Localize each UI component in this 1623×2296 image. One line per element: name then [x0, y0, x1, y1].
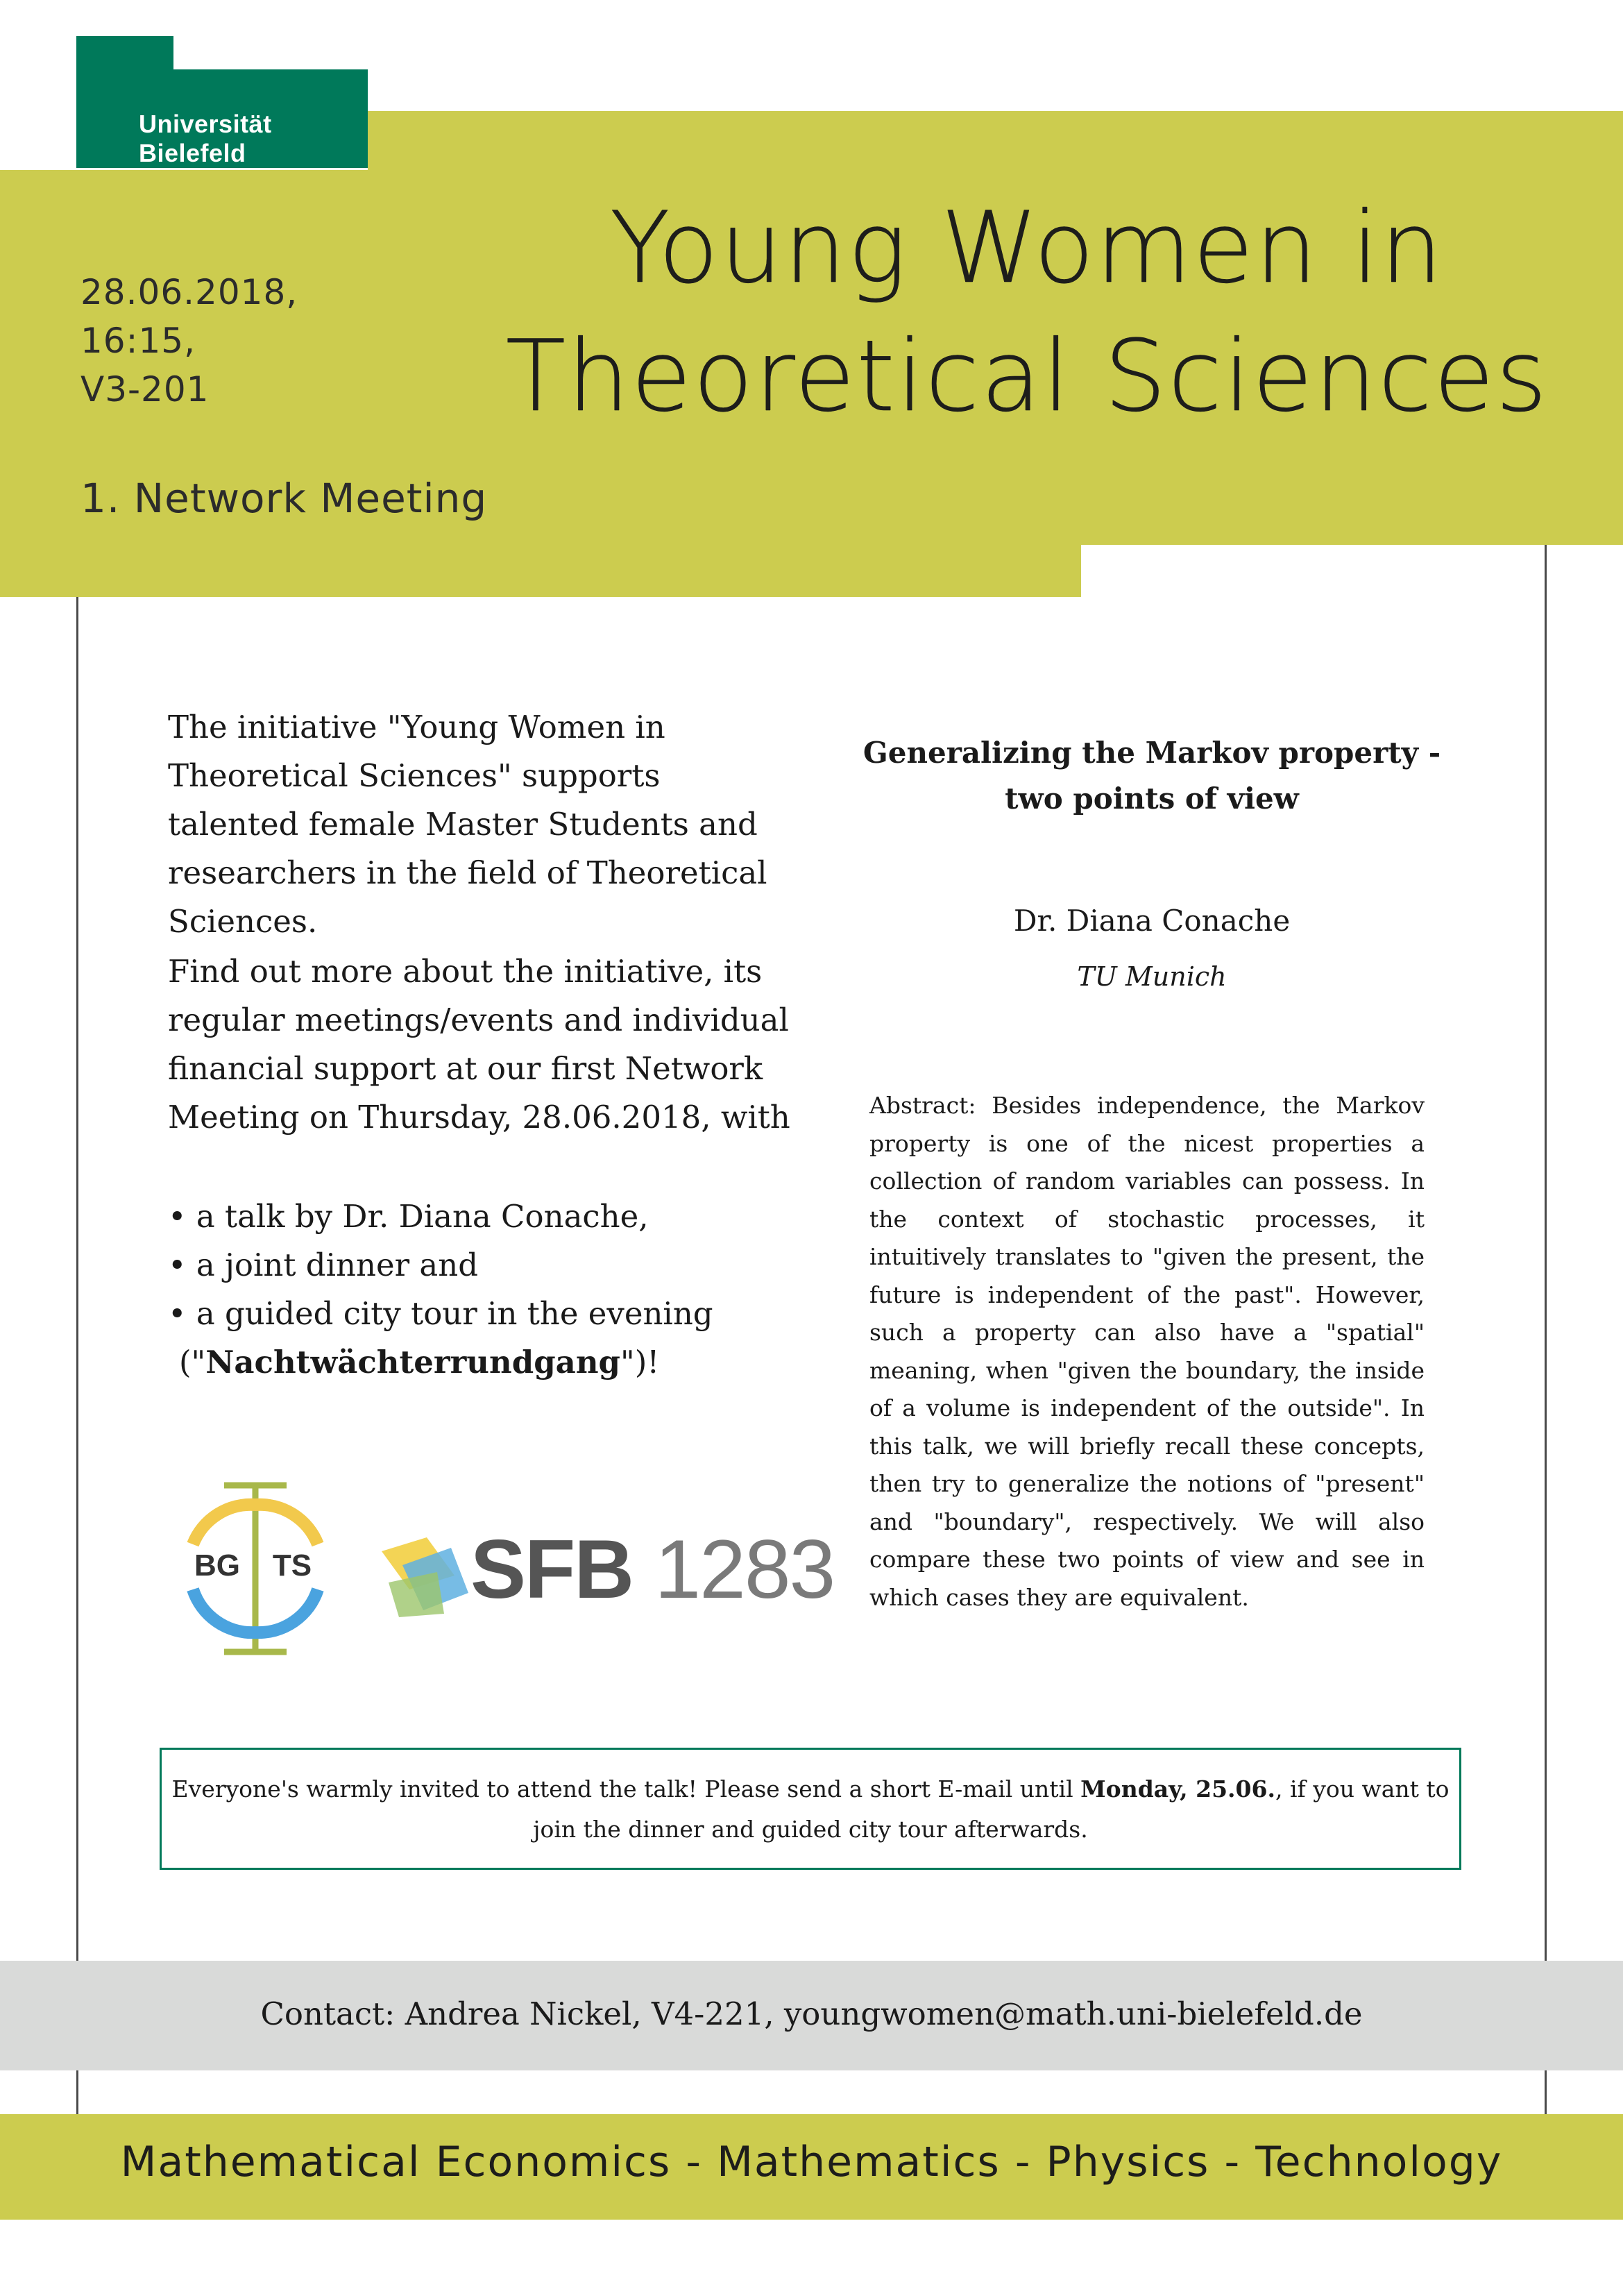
invitation-text-before: Everyone's warmly invited to attend the talk! Please send a short E-mail until — [171, 1775, 1081, 1803]
bgts-logo-graphic — [179, 1478, 332, 1659]
talk-abstract: Abstract: Besides independence, the Markov property is one of the nicest properties a collection of random variables can possess. In the context of stochastic processes, it intuitively translates to "given the present, the future is independent of the past". However, such a property can also have a "spatial" meaning, when "given the boundary, the inside of a volume is independent of the outside". In this talk, we will briefly recall these concepts, then try to generalize the notions of "present" and "boundary", respectively. We will also compare these two points of view and see in which cases they are equivalent. — [869, 1092, 1425, 1611]
sfb-number: 1283 — [654, 1523, 835, 1616]
tour-bold: Nachtwächterrundgang — [205, 1344, 621, 1381]
tour-suffix: ")! — [620, 1344, 660, 1381]
bgts-logo — [179, 1478, 332, 1659]
bullet-tour: • a guided city tour in the evening — [168, 1295, 713, 1332]
page-title — [486, 184, 1568, 441]
university-name: Universität Bielefeld — [139, 110, 272, 167]
intro-paragraph-1: The initiative "Young Women in Theoretical Sciences" supports talented female Master Students and researchers in the field of Theoretical Sciences. — [168, 709, 767, 940]
bullet-dinner: • a joint dinner and — [168, 1247, 479, 1283]
intro-paragraph-2: Find out more about the initiative, its regular meetings/events and individual financial support at our first Network Meeting on Thursday, 28.06.2018, with — [168, 953, 790, 1136]
page-top-margin — [368, 0, 1623, 111]
title-line-2: Theoretical Sciences — [505, 319, 1549, 434]
title-line-1: Young Women in — [609, 191, 1445, 305]
contact-info: Contact: Andrea Nickel, V4-221, youngwomen@math.uni-bielefeld.de — [260, 1995, 1363, 2032]
speaker-name: Dr. Diana Conache — [1013, 904, 1291, 938]
event-room: V3-201 — [80, 369, 210, 410]
invitation-text-after: , if you want to join the dinner and guided city tour afterwards. — [533, 1775, 1450, 1843]
bgts-right: TS — [272, 1548, 312, 1582]
talk-title-line-1: Generalizing the Markov property - — [863, 736, 1441, 770]
footer-subjects: Mathematical Economics - Mathematics - Physics - Technology — [120, 2138, 1503, 2186]
bgts-left: BG — [194, 1548, 240, 1582]
talk-title — [819, 730, 1485, 822]
speaker-affiliation: TU Munich — [1077, 961, 1227, 992]
bullet-talk: • a talk by Dr. Diana Conache, — [168, 1198, 649, 1235]
sfb-label: SFB — [470, 1523, 633, 1616]
tour-name — [179, 1338, 659, 1387]
event-date: 28.06.2018, — [80, 272, 298, 312]
sfb-logo-text — [470, 1521, 834, 1617]
right-border-line — [1545, 545, 1547, 2124]
left-border-line — [76, 597, 78, 2124]
logo-tab — [76, 36, 173, 72]
invitation-deadline: Monday, 25.06. — [1080, 1775, 1275, 1803]
tour-prefix: (" — [179, 1344, 206, 1381]
university-logo — [76, 36, 368, 168]
invitation-box — [160, 1748, 1461, 1870]
talk-title-line-2: two points of view — [1005, 782, 1299, 816]
event-subtitle: 1. Network Meeting — [80, 475, 488, 522]
header-band-extension — [0, 545, 1081, 597]
event-time: 16:15, — [80, 321, 196, 361]
